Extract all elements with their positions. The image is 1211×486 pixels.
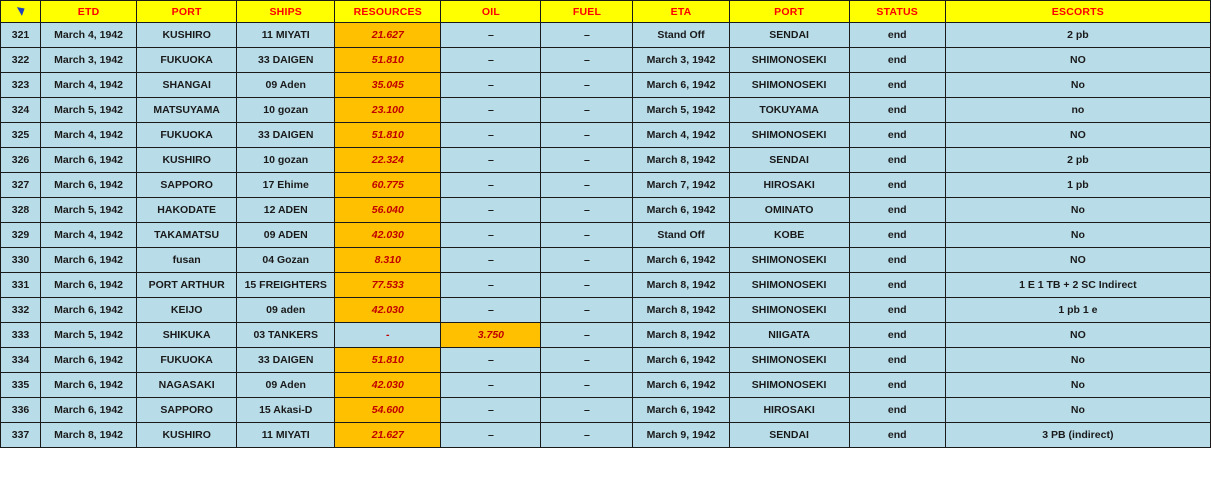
table-row[interactable] xyxy=(1,148,1211,173)
cell-port-destination[interactable]: SHIMONOSEKI xyxy=(729,348,849,373)
table-row[interactable] xyxy=(1,173,1211,198)
cell-status[interactable]: end xyxy=(849,123,945,148)
cell-row-number[interactable]: 328 xyxy=(1,198,41,223)
cell-port-destination[interactable]: TOKUYAMA xyxy=(729,98,849,123)
cell-eta[interactable]: March 9, 1942 xyxy=(633,423,729,448)
column-header-escorts[interactable]: ESCORTS xyxy=(945,1,1210,23)
select-all-corner[interactable] xyxy=(1,1,41,23)
cell-status[interactable]: end xyxy=(849,198,945,223)
cell-row-number[interactable]: 337 xyxy=(1,423,41,448)
table-row[interactable] xyxy=(1,323,1211,348)
table-row[interactable] xyxy=(1,73,1211,98)
cell-etd[interactable]: March 3, 1942 xyxy=(41,48,137,73)
cell-port-destination[interactable]: KOBE xyxy=(729,223,849,248)
cell-eta[interactable]: March 8, 1942 xyxy=(633,148,729,173)
cell-row-number[interactable]: 324 xyxy=(1,98,41,123)
cell-fuel[interactable]: – xyxy=(541,348,633,373)
cell-eta[interactable]: March 8, 1942 xyxy=(633,298,729,323)
cell-ships[interactable]: 12 ADEN xyxy=(237,198,335,223)
cell-fuel[interactable]: – xyxy=(541,398,633,423)
table-row[interactable] xyxy=(1,48,1211,73)
cell-escorts[interactable]: No xyxy=(945,198,1210,223)
cell-oil[interactable]: – xyxy=(441,273,541,298)
cell-fuel[interactable]: – xyxy=(541,423,633,448)
cell-row-number[interactable]: 335 xyxy=(1,373,41,398)
table-row[interactable] xyxy=(1,198,1211,223)
table-row[interactable] xyxy=(1,398,1211,423)
cell-port-origin[interactable]: SHANGAI xyxy=(137,73,237,98)
cell-escorts[interactable]: 3 PB (indirect) xyxy=(945,423,1210,448)
cell-escorts[interactable]: NO xyxy=(945,48,1210,73)
column-header-port-destination[interactable]: PORT xyxy=(729,1,849,23)
cell-port-origin[interactable]: SAPPORO xyxy=(137,173,237,198)
cell-ships[interactable]: 09 Aden xyxy=(237,73,335,98)
cell-row-number[interactable]: 326 xyxy=(1,148,41,173)
cell-row-number[interactable]: 321 xyxy=(1,23,41,48)
cell-ships[interactable]: 33 DAIGEN xyxy=(237,48,335,73)
table-row[interactable] xyxy=(1,248,1211,273)
cell-ships[interactable]: 09 ADEN xyxy=(237,223,335,248)
cell-fuel[interactable]: – xyxy=(541,248,633,273)
cell-port-destination[interactable]: OMINATO xyxy=(729,198,849,223)
cell-status[interactable]: end xyxy=(849,298,945,323)
cell-port-destination[interactable]: SENDAI xyxy=(729,423,849,448)
cell-port-destination[interactable]: SHIMONOSEKI xyxy=(729,273,849,298)
column-header-eta[interactable]: ETA xyxy=(633,1,729,23)
table-row[interactable] xyxy=(1,123,1211,148)
cell-fuel[interactable]: – xyxy=(541,198,633,223)
cell-ships[interactable]: 11 MIYATI xyxy=(237,423,335,448)
cell-resources[interactable]: 51.810 xyxy=(335,348,441,373)
cell-oil[interactable]: 3.750 xyxy=(441,323,541,348)
column-header-resources[interactable]: RESOURCES xyxy=(335,1,441,23)
cell-oil[interactable]: – xyxy=(441,373,541,398)
cell-port-destination[interactable]: HIROSAKI xyxy=(729,398,849,423)
cell-eta[interactable]: March 8, 1942 xyxy=(633,323,729,348)
cell-etd[interactable]: March 6, 1942 xyxy=(41,298,137,323)
cell-escorts[interactable]: no xyxy=(945,98,1210,123)
table-body xyxy=(1,23,1211,448)
cell-row-number[interactable]: 333 xyxy=(1,323,41,348)
cell-fuel[interactable]: – xyxy=(541,173,633,198)
cell-port-destination[interactable]: SHIMONOSEKI xyxy=(729,373,849,398)
cell-escorts[interactable]: No xyxy=(945,223,1210,248)
cell-port-origin[interactable]: FUKUOKA xyxy=(137,48,237,73)
cell-port-origin[interactable]: KUSHIRO xyxy=(137,23,237,48)
cell-fuel[interactable]: – xyxy=(541,98,633,123)
cell-fuel[interactable]: – xyxy=(541,73,633,98)
cell-resources[interactable]: 51.810 xyxy=(335,123,441,148)
cell-port-origin[interactable]: FUKUOKA xyxy=(137,348,237,373)
cell-ships[interactable]: 15 Akasi-D xyxy=(237,398,335,423)
cell-escorts[interactable]: NO xyxy=(945,323,1210,348)
cell-ships[interactable]: 10 gozan xyxy=(237,98,335,123)
cell-etd[interactable]: March 5, 1942 xyxy=(41,98,137,123)
cell-oil[interactable]: – xyxy=(441,98,541,123)
cell-resources[interactable]: 21.627 xyxy=(335,423,441,448)
cell-row-number[interactable]: 331 xyxy=(1,273,41,298)
cell-ships[interactable]: 10 gozan xyxy=(237,148,335,173)
column-header-ships[interactable]: SHIPS xyxy=(237,1,335,23)
cell-port-origin[interactable]: SHIKUKA xyxy=(137,323,237,348)
column-header-status[interactable]: STATUS xyxy=(849,1,945,23)
cell-resources[interactable]: 56.040 xyxy=(335,198,441,223)
table-row[interactable] xyxy=(1,348,1211,373)
cell-resources[interactable]: - xyxy=(335,323,441,348)
cell-fuel[interactable]: – xyxy=(541,148,633,173)
cell-oil[interactable]: – xyxy=(441,423,541,448)
cell-eta[interactable]: March 5, 1942 xyxy=(633,98,729,123)
cell-etd[interactable]: March 6, 1942 xyxy=(41,173,137,198)
cell-etd[interactable]: March 6, 1942 xyxy=(41,373,137,398)
cell-port-destination[interactable]: SHIMONOSEKI xyxy=(729,298,849,323)
cell-port-destination[interactable]: NIIGATA xyxy=(729,323,849,348)
table-row[interactable] xyxy=(1,298,1211,323)
cell-etd[interactable]: March 4, 1942 xyxy=(41,23,137,48)
cell-escorts[interactable]: No xyxy=(945,73,1210,98)
cell-row-number[interactable]: 330 xyxy=(1,248,41,273)
cell-escorts[interactable]: No xyxy=(945,398,1210,423)
cell-fuel[interactable]: – xyxy=(541,298,633,323)
cell-escorts[interactable]: 1 pb xyxy=(945,173,1210,198)
column-header-etd[interactable]: ETD xyxy=(41,1,137,23)
cell-oil[interactable]: – xyxy=(441,248,541,273)
cell-resources[interactable]: 77.533 xyxy=(335,273,441,298)
cell-port-origin[interactable]: KUSHIRO xyxy=(137,423,237,448)
cell-port-destination[interactable]: SENDAI xyxy=(729,148,849,173)
cell-ships[interactable]: 33 DAIGEN xyxy=(237,123,335,148)
cell-eta[interactable]: March 4, 1942 xyxy=(633,123,729,148)
table-row[interactable] xyxy=(1,23,1211,48)
cell-row-number[interactable]: 325 xyxy=(1,123,41,148)
cell-status[interactable]: end xyxy=(849,98,945,123)
column-header-port-origin[interactable]: PORT xyxy=(137,1,237,23)
cell-oil[interactable]: – xyxy=(441,148,541,173)
cell-escorts[interactable]: 2 pb xyxy=(945,23,1210,48)
cell-eta[interactable]: Stand Off xyxy=(633,23,729,48)
cell-status[interactable]: end xyxy=(849,173,945,198)
table-row[interactable] xyxy=(1,273,1211,298)
cell-status[interactable]: end xyxy=(849,323,945,348)
cell-fuel[interactable]: – xyxy=(541,273,633,298)
cell-fuel[interactable]: – xyxy=(541,48,633,73)
cell-etd[interactable]: March 4, 1942 xyxy=(41,123,137,148)
cell-resources[interactable]: 42.030 xyxy=(335,223,441,248)
cell-etd[interactable]: March 6, 1942 xyxy=(41,398,137,423)
cell-eta[interactable]: March 6, 1942 xyxy=(633,373,729,398)
cell-oil[interactable]: – xyxy=(441,348,541,373)
cell-status[interactable]: end xyxy=(849,398,945,423)
cell-port-origin[interactable]: MATSUYAMA xyxy=(137,98,237,123)
column-header-oil[interactable]: OIL xyxy=(441,1,541,23)
cell-escorts[interactable]: 1 E 1 TB + 2 SC Indirect xyxy=(945,273,1210,298)
cell-eta[interactable]: March 6, 1942 xyxy=(633,73,729,98)
cell-etd[interactable]: March 5, 1942 xyxy=(41,198,137,223)
cell-resources[interactable]: 54.600 xyxy=(335,398,441,423)
cell-status[interactable]: end xyxy=(849,48,945,73)
cell-port-destination[interactable]: HIROSAKI xyxy=(729,173,849,198)
cell-eta[interactable]: March 7, 1942 xyxy=(633,173,729,198)
cell-etd[interactable]: March 4, 1942 xyxy=(41,73,137,98)
cell-status[interactable]: end xyxy=(849,223,945,248)
cell-port-destination[interactable]: SHIMONOSEKI xyxy=(729,48,849,73)
cell-port-destination[interactable]: SHIMONOSEKI xyxy=(729,73,849,98)
cell-oil[interactable]: – xyxy=(441,123,541,148)
cell-port-origin[interactable]: FUKUOKA xyxy=(137,123,237,148)
cell-status[interactable]: end xyxy=(849,73,945,98)
cell-fuel[interactable]: – xyxy=(541,373,633,398)
cell-eta[interactable]: March 6, 1942 xyxy=(633,248,729,273)
cell-fuel[interactable]: – xyxy=(541,223,633,248)
cell-port-origin[interactable]: SAPPORO xyxy=(137,398,237,423)
cell-oil[interactable]: – xyxy=(441,398,541,423)
cell-etd[interactable]: March 8, 1942 xyxy=(41,423,137,448)
cell-resources[interactable]: 42.030 xyxy=(335,298,441,323)
cell-resources[interactable]: 22.324 xyxy=(335,148,441,173)
cell-port-origin[interactable]: HAKODATE xyxy=(137,198,237,223)
cell-row-number[interactable]: 336 xyxy=(1,398,41,423)
cell-oil[interactable]: – xyxy=(441,298,541,323)
table-row[interactable] xyxy=(1,423,1211,448)
cell-status[interactable]: end xyxy=(849,373,945,398)
cell-etd[interactable]: March 4, 1942 xyxy=(41,223,137,248)
cell-eta[interactable]: March 3, 1942 xyxy=(633,48,729,73)
cell-etd[interactable]: March 6, 1942 xyxy=(41,273,137,298)
cell-port-origin[interactable]: TAKAMATSU xyxy=(137,223,237,248)
cell-escorts[interactable]: NO xyxy=(945,123,1210,148)
cell-eta[interactable]: March 6, 1942 xyxy=(633,348,729,373)
cell-etd[interactable]: March 6, 1942 xyxy=(41,348,137,373)
cell-row-number[interactable]: 327 xyxy=(1,173,41,198)
cell-escorts[interactable]: 1 pb 1 e xyxy=(945,298,1210,323)
cell-escorts[interactable]: NO xyxy=(945,248,1210,273)
cell-etd[interactable]: March 5, 1942 xyxy=(41,323,137,348)
cell-ships[interactable]: 33 DAIGEN xyxy=(237,348,335,373)
cell-fuel[interactable]: – xyxy=(541,23,633,48)
table-row[interactable] xyxy=(1,223,1211,248)
cell-escorts[interactable]: No xyxy=(945,373,1210,398)
table-header-row xyxy=(1,1,1211,23)
cell-oil[interactable]: – xyxy=(441,173,541,198)
select-all-arrow-icon xyxy=(16,4,26,16)
cell-eta[interactable]: March 8, 1942 xyxy=(633,273,729,298)
cell-port-origin[interactable]: KEIJO xyxy=(137,298,237,323)
cell-port-origin[interactable]: KUSHIRO xyxy=(137,148,237,173)
cell-status[interactable]: end xyxy=(849,348,945,373)
cell-escorts[interactable]: No xyxy=(945,348,1210,373)
cell-port-origin[interactable]: NAGASAKI xyxy=(137,373,237,398)
cell-port-destination[interactable]: SHIMONOSEKI xyxy=(729,248,849,273)
cell-ships[interactable]: 04 Gozan xyxy=(237,248,335,273)
cell-escorts[interactable]: 2 pb xyxy=(945,148,1210,173)
cell-status[interactable]: end xyxy=(849,423,945,448)
cell-eta[interactable]: Stand Off xyxy=(633,223,729,248)
cell-eta[interactable]: March 6, 1942 xyxy=(633,398,729,423)
cell-resources[interactable]: 21.627 xyxy=(335,23,441,48)
cell-ships[interactable]: 15 FREIGHTERS xyxy=(237,273,335,298)
cell-port-origin[interactable]: PORT ARTHUR xyxy=(137,273,237,298)
cell-row-number[interactable]: 322 xyxy=(1,48,41,73)
cell-resources[interactable]: 23.100 xyxy=(335,98,441,123)
table-row[interactable] xyxy=(1,373,1211,398)
cell-oil[interactable]: – xyxy=(441,48,541,73)
cell-status[interactable]: end xyxy=(849,248,945,273)
cell-ships[interactable]: 09 aden xyxy=(237,298,335,323)
cell-fuel[interactable]: – xyxy=(541,323,633,348)
table-row[interactable] xyxy=(1,98,1211,123)
cell-row-number[interactable]: 332 xyxy=(1,298,41,323)
cell-status[interactable]: end xyxy=(849,148,945,173)
cell-etd[interactable]: March 6, 1942 xyxy=(41,248,137,273)
cell-eta[interactable]: March 6, 1942 xyxy=(633,198,729,223)
cell-oil[interactable]: – xyxy=(441,23,541,48)
cell-ships[interactable]: 11 MIYATI xyxy=(237,23,335,48)
cell-row-number[interactable]: 329 xyxy=(1,223,41,248)
cell-port-destination[interactable]: SENDAI xyxy=(729,23,849,48)
cell-ships[interactable]: 09 Aden xyxy=(237,373,335,398)
cell-resources[interactable]: 35.045 xyxy=(335,73,441,98)
cell-resources[interactable]: 51.810 xyxy=(335,48,441,73)
cell-ships[interactable]: 03 TANKERS xyxy=(237,323,335,348)
cell-row-number[interactable]: 323 xyxy=(1,73,41,98)
cell-resources[interactable]: 8.310 xyxy=(335,248,441,273)
cell-oil[interactable]: – xyxy=(441,73,541,98)
cell-oil[interactable]: – xyxy=(441,198,541,223)
cell-row-number[interactable]: 334 xyxy=(1,348,41,373)
cell-fuel[interactable]: – xyxy=(541,123,633,148)
cell-status[interactable]: end xyxy=(849,273,945,298)
column-header-fuel[interactable]: FUEL xyxy=(541,1,633,23)
cell-oil[interactable]: – xyxy=(441,223,541,248)
cell-resources[interactable]: 42.030 xyxy=(335,373,441,398)
cell-port-origin[interactable]: fusan xyxy=(137,248,237,273)
cell-status[interactable]: end xyxy=(849,23,945,48)
cell-etd[interactable]: March 6, 1942 xyxy=(41,148,137,173)
cell-port-destination[interactable]: SHIMONOSEKI xyxy=(729,123,849,148)
cell-ships[interactable]: 17 Ehime xyxy=(237,173,335,198)
cell-resources[interactable]: 60.775 xyxy=(335,173,441,198)
